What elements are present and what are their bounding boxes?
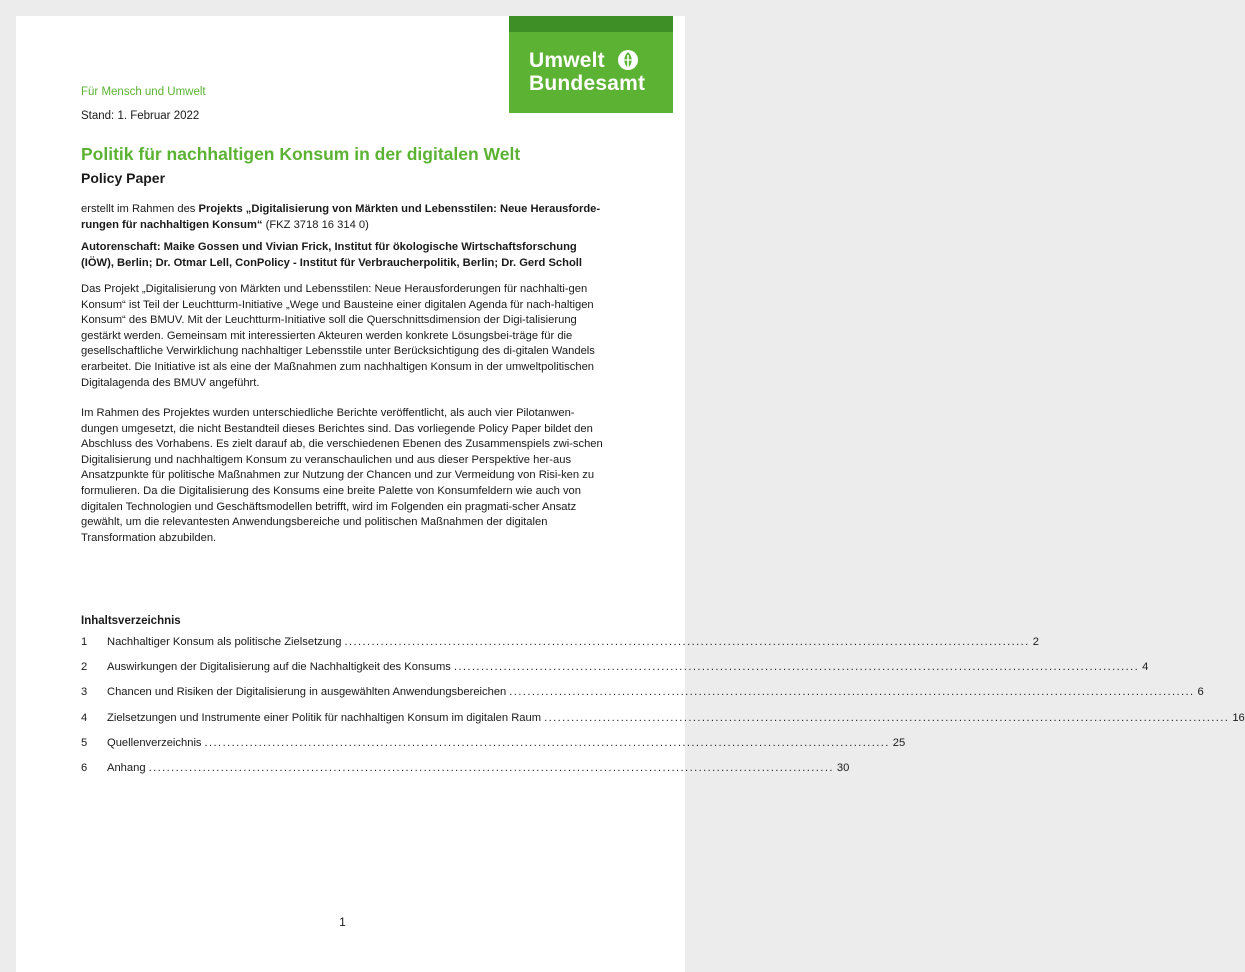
logo-line-2: Bundesamt: [529, 72, 646, 95]
logo-top-bar: [509, 16, 673, 32]
document-subtitle: Policy Paper: [81, 170, 166, 186]
toc-entry[interactable]: [81, 730, 906, 755]
toc-entry[interactable]: [81, 705, 1245, 730]
page-number: 1: [339, 915, 346, 929]
leaf-icon: [617, 49, 639, 71]
toc-leader: ........................................................................................................................................................: [544, 711, 1230, 724]
toc-page: 25: [892, 736, 906, 749]
tagline: Für Mensch und Umwelt: [81, 86, 206, 98]
toc-entry[interactable]: [81, 680, 1204, 705]
document-title: Politik für nachhaltigen Konsum in der digitalen Welt: [81, 144, 521, 164]
toc-page: 2: [1032, 635, 1039, 648]
toc-number: 4: [81, 711, 88, 724]
toc-page: 6: [1197, 686, 1204, 699]
toc-number: 6: [81, 762, 88, 775]
intro-prefix: erstellt im Rahmen des: [81, 203, 199, 215]
toc-leader: ........................................................................................................................................................: [344, 635, 1030, 648]
uba-logo: [509, 16, 673, 113]
toc-leader: ........................................................................................................................................................: [453, 660, 1140, 673]
toc-page: 4: [1142, 660, 1149, 673]
logo-line-1: Umwelt: [529, 49, 605, 72]
toc-number: 3: [81, 686, 88, 699]
toc-number: 5: [81, 736, 88, 749]
toc-title: Quellenverzeichnis: [107, 736, 202, 749]
toc-entry[interactable]: [81, 755, 850, 780]
toc-leader: ........................................................................................................................................................: [148, 762, 834, 775]
toc-entry[interactable]: [81, 629, 1039, 654]
toc-title: Nachhaltiger Konsum als politische Zielsetzung: [107, 635, 342, 648]
date-status: Stand: 1. Februar 2022: [81, 110, 200, 122]
body-paragraph-2: Im Rahmen des Projektes wurden unterschiedliche Berichte veröffentlicht, als auch vier Pilotanwen-dungen umgesetzt, die nicht Bestandteil dieses Berichtes sind. Das vorliegende Policy Paper bildet den Abschluss des Vorhabens. Es zielt darauf ab, die verschiedenen Ebenen des Zusammenspiels zwi-schen Digitalisierung und nachhaltigem Konsum zu veranschaulichen und aus dieser Perspektive her-aus Ansatzpunkte für politische Maßnahmen zur Nutzung der Chancen und zur Vermeidung von Risi-ken zu formulieren. Da die Digitalisierung des Konsums eine breite Palette von Konsumfeldern wie auch von digitalen Technologien und Geschäftsmodellen betrifft, wird im Folgenden ein pragmati-scher Ansatz gewählt, um die relevantesten Anwendungsbereiche und politischen Maßnahmen der digitalen Transformation abzubilden.: [81, 407, 603, 544]
toc-heading: Inhaltsverzeichnis: [81, 615, 181, 627]
intro-project-name: Projekts „Digitalisierung von Märkten und Lebensstilen: Neue Herausforde-rungen für nachhaltigen Konsum“: [81, 203, 601, 231]
body-paragraph-1: Das Projekt „Digitalisierung von Märkten und Lebensstilen: Neue Herausforderungen für nachhalti-gen Konsum“ ist Teil der Leuchtturm-Initiative „Wege und Bausteine einer digitalen Agenda für nach-haltigen Konsum“ des BMUV. Mit der Leuchtturm-Initiative soll die Querschnittsdimension der Digi-talisierung gestärkt werden. Gemeinsam mit interessierten Akteuren werden konkrete Lösungsbei-träge für die gesellschaftliche Verwirklichung nachhaltiger Lebensstile unter Berücksichtigung des di-gitalen Wandels erarbeitet. Die Initiative ist als eine der Maßnahmen zum nachhaltigen Konsum in der umweltpolitischen Digitalagenda des BMUV angeführt.: [81, 283, 595, 389]
toc-page: 30: [836, 762, 850, 775]
toc-entry[interactable]: [81, 654, 1149, 679]
intro-paragraph: [81, 202, 605, 233]
toc-title: Chancen und Risiken der Digitalisierung in ausgewählten Anwendungsbereichen: [107, 686, 507, 699]
toc-title: Zielsetzungen und Instrumente einer Politik für nachhaltigen Konsum im digitalen Raum: [107, 711, 542, 724]
intro-suffix: (FKZ 3718 16 314 0): [262, 218, 369, 231]
toc-page: 16: [1232, 711, 1245, 724]
authors-paragraph: Autorenschaft: Maike Gossen und Vivian Frick, Institut für ökologische Wirtschaftsforschung (IÖW), Berlin; Dr. Otmar Lell, ConPolicy - Institut für Verbraucherpolitik, Berlin; Dr. Gerd Scholl: [81, 241, 583, 269]
toc-title: Auswirkungen der Digitalisierung auf die Nachhaltigkeit des Konsums: [107, 660, 451, 673]
toc-number: 1: [81, 635, 88, 648]
toc-leader: ........................................................................................................................................................: [204, 736, 890, 749]
table-of-contents: [81, 629, 1245, 781]
toc-title: Anhang: [107, 762, 146, 775]
toc-number: 2: [81, 660, 88, 673]
toc-leader: ........................................................................................................................................................: [509, 686, 1195, 699]
